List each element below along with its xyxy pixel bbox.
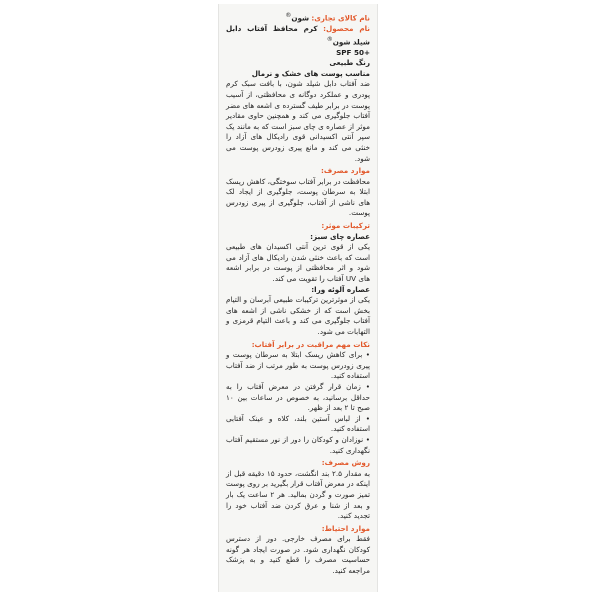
usage-heading: موارد مصرف: — [321, 166, 370, 176]
spf-rating: SPF 50+ — [336, 47, 370, 57]
uv-label: UV — [345, 274, 357, 284]
brand-label: نام کالای تجاری: — [311, 13, 370, 23]
care-item: • از لباس آستین بلند، کلاه و عینک آفتابی استفاده کنید. — [226, 413, 370, 434]
registered-mark: ® — [285, 12, 292, 19]
method-text: به مقدار ۲.۵ بند انگشت، حدود ۱۵ دقیقه قبل از اینکه در معرض آفتاب قرار بگیرید بر روی پوست تمیز صورت و گردن بمالید. هر ۲ ساعت یک بار و بعد از شنا و عرق کردن ضد آفتاب خود را تجدید کنید. — [226, 468, 371, 521]
care-item: • نوزادان و کودکان را دور از نور مستقیم آفتاب نگهداری کنید. — [226, 434, 370, 455]
method-heading: روش مصرف: — [321, 458, 370, 468]
caution-text: فقط برای مصرف خارجی. دور از دسترس کودکان نگهداری شود. در صورت ایجاد هر گونه حساسیت مصرف را قطع کنید و به پزشک مراجعه کنید. — [226, 534, 370, 576]
caution-heading: موارد احتیاط: — [321, 523, 370, 533]
brand-name: شون — [291, 13, 310, 23]
ingredients-heading: ترکیبات موثر: — [321, 221, 370, 231]
product-name-line — [226, 24, 370, 48]
registered-mark-2: ® — [326, 35, 333, 43]
aloe-vera-heading: عصاره آلوئه ورا: — [311, 284, 370, 294]
sun-care-heading: نکات مهم مراقبت در برابر آفتاب: — [251, 339, 370, 349]
care-item-text: از لباس آستین بلند، کلاه و عینک آفتابی استفاده کنید. — [226, 413, 370, 434]
aloe-vera-text: یکی از موثرترین ترکیبات طبیعی آبرسان و التیام بخش است که از خشکی ناشی از اشعه های آفتاب جلوگیری می کند و باعث التیام قرمزی و التهابات می شود. — [226, 295, 370, 336]
care-item-text: زمان قرار گرفتن در معرض آفتاب را به حداقل برسانید، به خصوص در ساعات بین ۱۰ صبح تا ۲ بعد از ظهر. — [226, 381, 370, 413]
care-item: • زمان قرار گرفتن در معرض آفتاب را به حداقل برسانید، به خصوص در ساعات بین ۱۰ صبح تا ۲ بعد از ظهر. — [226, 381, 371, 413]
green-tea-text-part-1: یکی از قوی ترین آنتی اکسیدان های طبیعی است که باعث خنثی شدن رادیکال های آزاد می شود و اثر محافظتی از پوست در برابر اشعه های — [226, 242, 370, 284]
product-description: ضد آفتاب دابل شیلد شون، با بافت سبک کرم پودری و عملکرد دوگانه ی محافظتی، از آسیب پوست در برابر طیف گسترده ی اشعه های مضر آفتاب جلوگیری می کند و همچنین حاوی مقادیر موثر از عصاره ی چای سبز است که به مانند یک سپر آنتی اکسیدانی قوی رادیکال های آزاد را خنثی می کند و مانع پیری زودرس پوست می شود. — [226, 79, 370, 163]
product-label-text — [226, 11, 370, 577]
care-item-text: برای کاهش ریسک ابتلا به سرطان پوست و پیری زودرس پوست به طور مرتب از ضد آفتاب استفاده کنید. — [226, 350, 370, 381]
shade-color: رنگ طبیعی — [329, 58, 370, 68]
care-item: • برای کاهش ریسک ابتلا به سرطان پوست و پیری زودرس پوست به طور مرتب از ضد آفتاب استفاده کنید. — [226, 350, 370, 381]
skin-type: مناسب پوست های خشک و نرمال — [251, 68, 370, 78]
brand-line — [226, 11, 370, 24]
product-name-value: کرم محافظ آفتاب دابل شیلد شون — [226, 23, 370, 46]
green-tea-heading: عصاره چای سبز: — [310, 231, 370, 241]
usage-text: محافظت در برابر آفتاب سوختگی، کاهش ریسک ابتلا به سرطان پوست، جلوگیری از ایجاد لک های ناشی از آفتاب، جلوگیری از پیری زودرس پوست. — [226, 176, 370, 218]
green-tea-text-part-2: آفتاب را تقویت می کند. — [272, 274, 344, 284]
product-name-label: نام محصول: — [323, 23, 370, 33]
green-tea-text — [226, 242, 370, 284]
care-item-text: نوزادان و کودکان را دور از نور مستقیم آفتاب نگهداری کنید. — [226, 434, 370, 455]
